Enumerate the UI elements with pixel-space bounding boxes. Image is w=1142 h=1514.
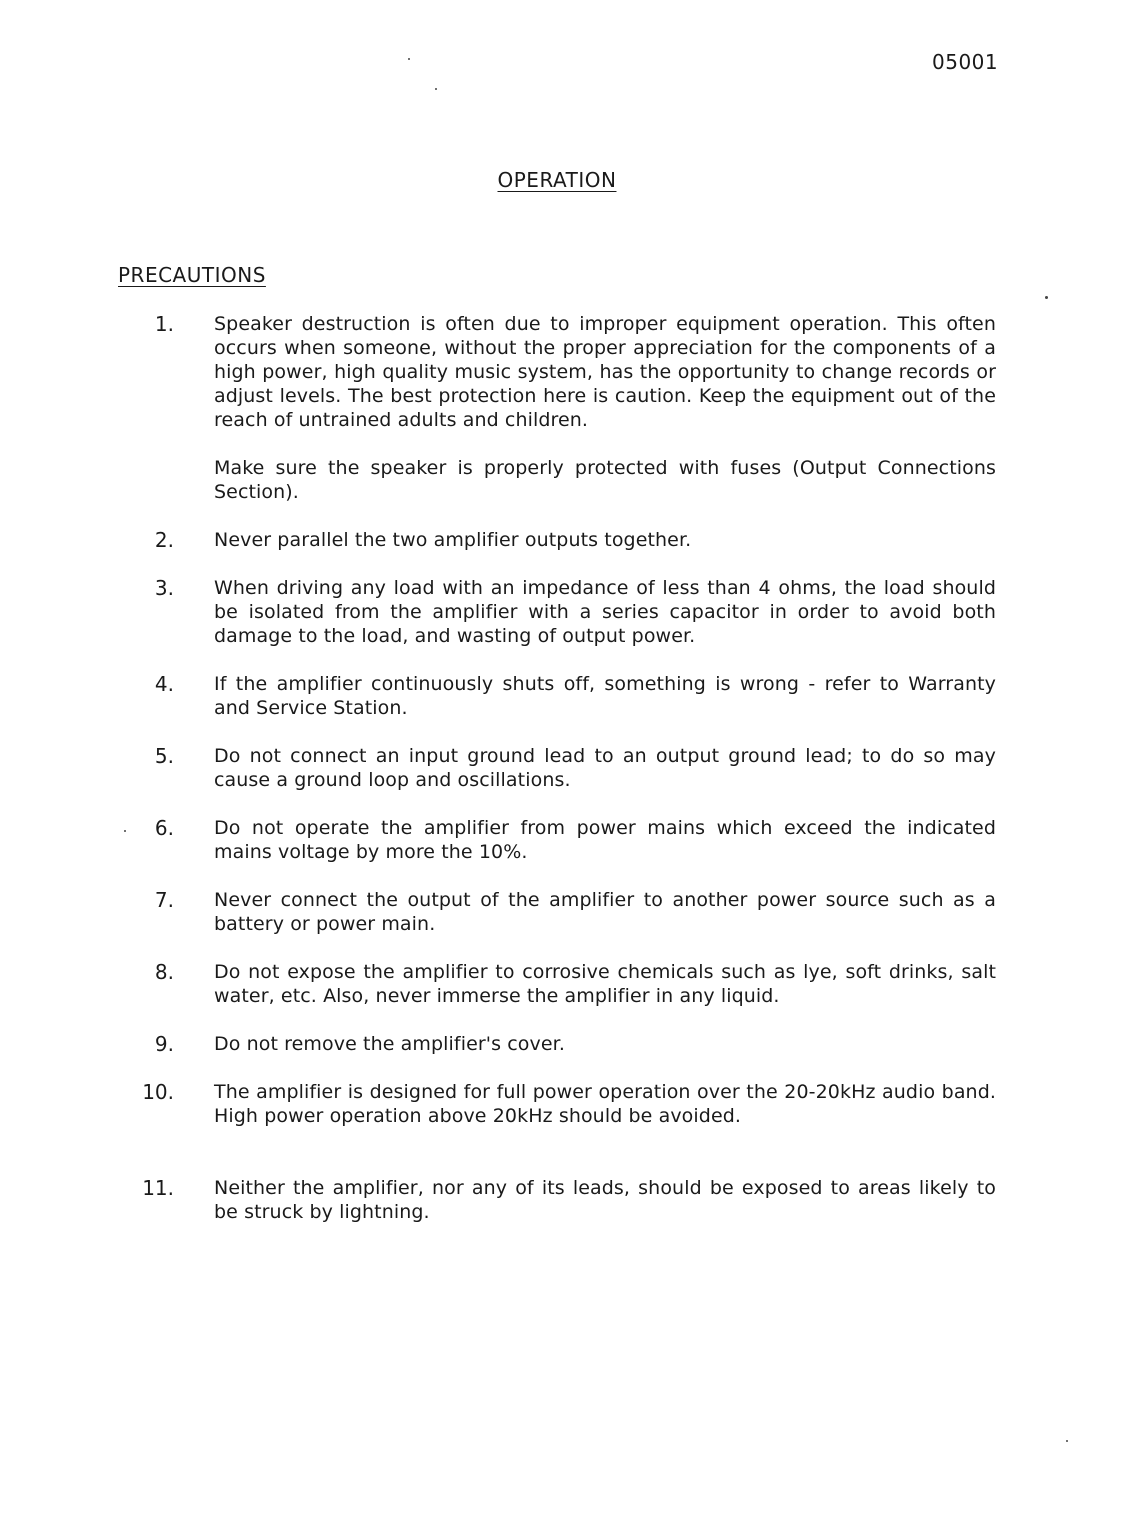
precaution-list bbox=[0, 312, 1142, 1248]
precaution-item bbox=[0, 816, 1142, 864]
precaution-item bbox=[0, 576, 1142, 648]
item-text: Make sure the speaker is properly protected with fuses (Output Connections Section). bbox=[214, 457, 996, 503]
item-text: Do not expose the amplifier to corrosive chemicals such as lye, soft drinks, salt water, etc. Also, never immerse the amplifier in any liquid. bbox=[214, 961, 996, 1007]
item-number: 1. bbox=[154, 312, 174, 336]
item-number: 9. bbox=[154, 1032, 174, 1056]
item-number: 11. bbox=[142, 1176, 174, 1200]
precaution-item bbox=[0, 888, 1142, 936]
item-text: The amplifier is designed for full power operation over the 20-20kHz audio band. High power operation above 20kHz should be avoided. bbox=[214, 1081, 996, 1127]
precaution-item bbox=[0, 1080, 1142, 1128]
item-number: 4. bbox=[154, 672, 174, 696]
item-number: 2. bbox=[154, 528, 174, 552]
precaution-item bbox=[0, 960, 1142, 1008]
scan-speck bbox=[408, 58, 410, 60]
item-text: If the amplifier continuously shuts off, something is wrong - refer to Warranty and Service Station. bbox=[214, 673, 996, 719]
item-number: 5. bbox=[154, 744, 174, 768]
page-number: 05001 bbox=[932, 50, 999, 74]
page-title-text: OPERATION bbox=[497, 168, 617, 192]
precaution-item bbox=[0, 1032, 1142, 1056]
item-text: Do not operate the amplifier from power mains which exceed the indicated mains voltage by more the 10%. bbox=[214, 817, 996, 863]
scan-speck bbox=[1066, 1440, 1068, 1442]
item-number: 8. bbox=[154, 960, 174, 984]
precaution-item bbox=[0, 672, 1142, 720]
precaution-item bbox=[0, 312, 1142, 504]
item-number: 3. bbox=[154, 576, 174, 600]
precaution-item bbox=[0, 1176, 1142, 1224]
section-heading bbox=[118, 263, 266, 287]
item-number: 10. bbox=[142, 1080, 174, 1104]
item-text: Do not connect an input ground lead to an output ground lead; to do so may cause a ground loop and oscillations. bbox=[214, 745, 996, 791]
precaution-item bbox=[0, 528, 1142, 552]
item-text: Do not remove the amplifier's cover. bbox=[214, 1033, 565, 1055]
item-text: Never parallel the two amplifier outputs together. bbox=[214, 529, 692, 551]
item-text: Neither the amplifier, nor any of its leads, should be exposed to areas likely to be struck by lightning. bbox=[214, 1177, 996, 1223]
item-text: Never connect the output of the amplifier to another power source such as a battery or power main. bbox=[214, 889, 996, 935]
item-text: When driving any load with an impedance of less than 4 ohms, the load should be isolated from the amplifier with a series capacitor in order to avoid both damage to the load, and wasting of output power. bbox=[214, 577, 996, 647]
scan-speck bbox=[435, 88, 437, 90]
precaution-item bbox=[0, 744, 1142, 792]
section-heading-text: PRECAUTIONS bbox=[118, 263, 266, 287]
item-number: 7. bbox=[154, 888, 174, 912]
scan-speck bbox=[124, 830, 126, 832]
scan-speck bbox=[1045, 296, 1048, 299]
item-number: 6. bbox=[154, 816, 174, 840]
item-text: Speaker destruction is often due to improper equipment operation. This often occurs when someone, without the proper appreciation for the components of a high power, high quality music system, has the opportunity to change records or adjust levels. The best protection here is caution. Keep the equipment out of the reach of untrained adults and children. bbox=[214, 313, 996, 431]
page-title bbox=[0, 168, 1114, 192]
